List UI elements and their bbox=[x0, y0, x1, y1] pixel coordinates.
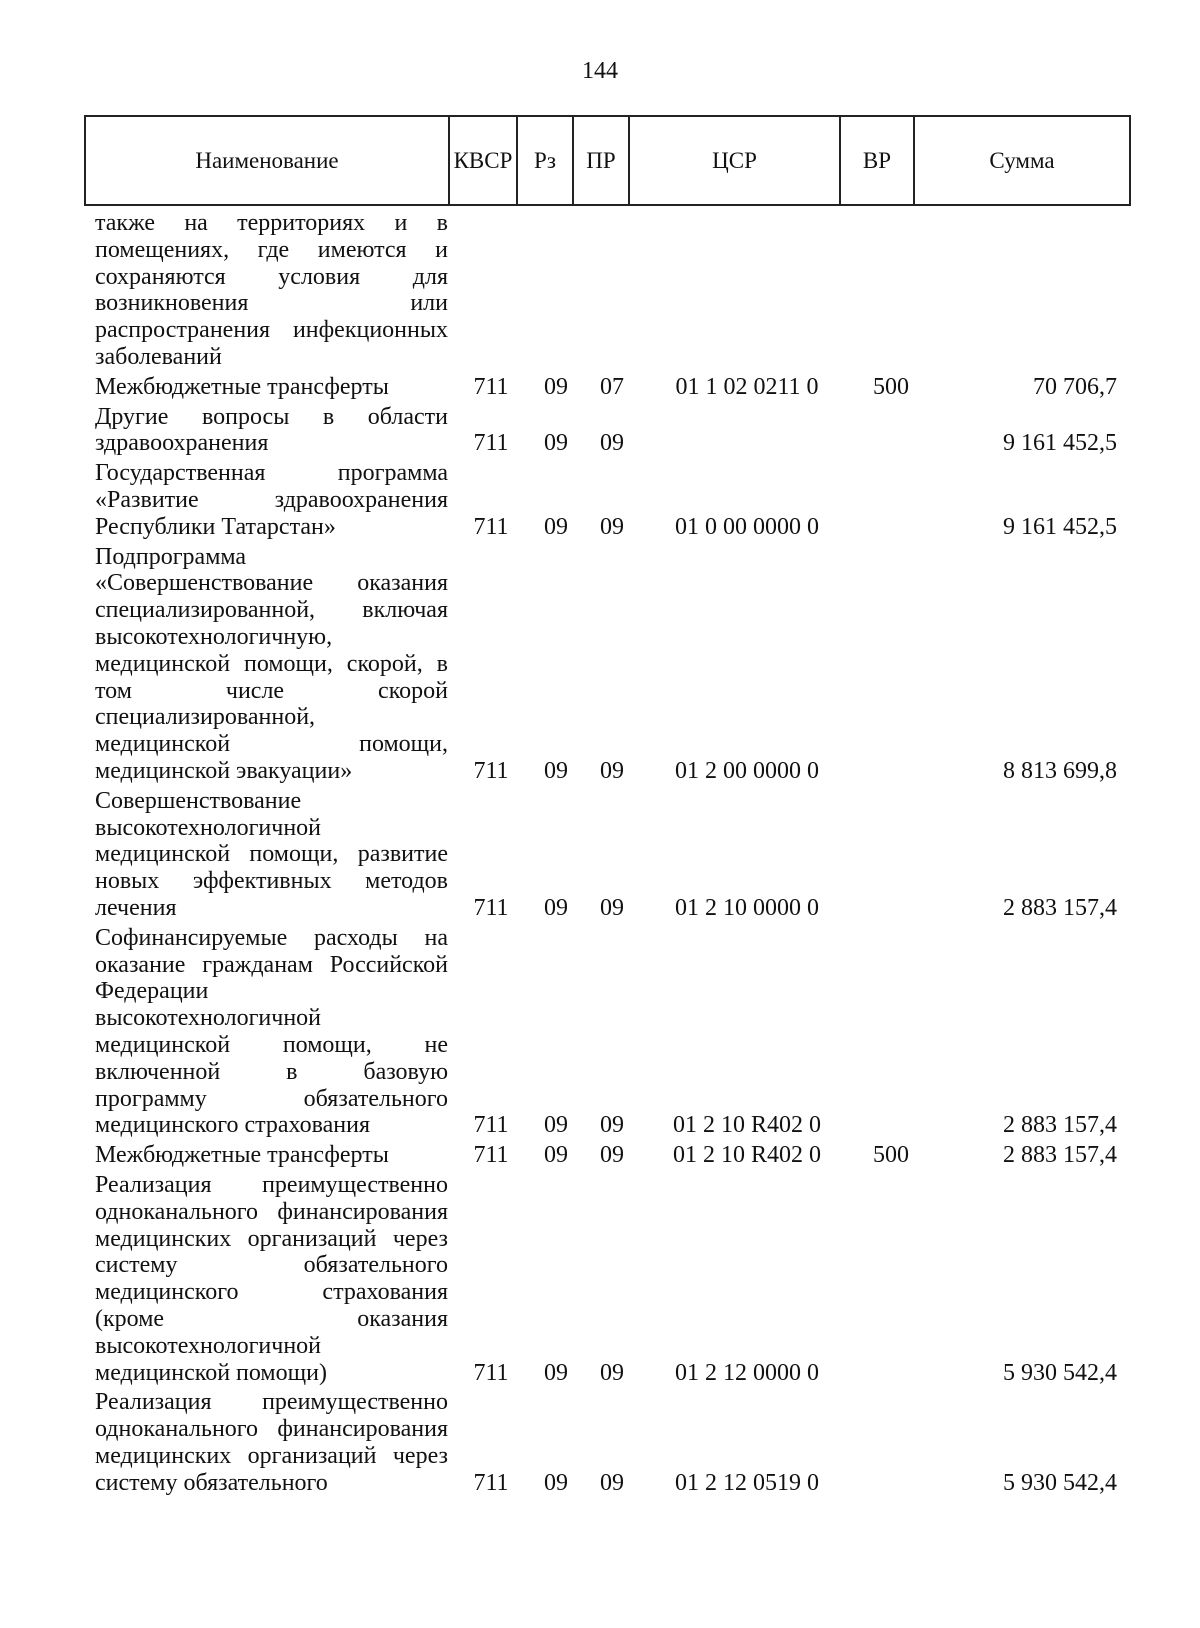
row-pr: 09 bbox=[600, 1112, 624, 1139]
row-sum: 5 930 542,4 bbox=[1003, 1359, 1117, 1386]
row-name-line: включенной в базовую bbox=[95, 1058, 448, 1085]
row-name bbox=[95, 404, 448, 458]
row-name bbox=[95, 1172, 448, 1386]
row-name-line: Реализация преимущественно bbox=[95, 1172, 448, 1198]
row-name-line: систему обязательного bbox=[95, 1252, 448, 1279]
column-header-name: Наименование bbox=[86, 117, 450, 204]
row-name-line: возникновения или bbox=[95, 290, 448, 317]
row-kvsr: 711 bbox=[473, 894, 509, 921]
row-name-line: высокотехнологичную, bbox=[95, 623, 333, 650]
row-rz: 09 bbox=[544, 1359, 568, 1386]
row-csr: 01 1 02 0211 0 bbox=[675, 373, 819, 400]
row-name-line: специализированной, включая bbox=[95, 597, 448, 624]
row-rz: 09 bbox=[544, 430, 568, 457]
row-name-line: Федерации bbox=[95, 978, 209, 1005]
row-name-line: также на территориях и в bbox=[95, 210, 448, 236]
row-name-line: высокотехнологичной bbox=[95, 1332, 322, 1359]
row-kvsr: 711 bbox=[473, 757, 509, 784]
row-name-line: медицинской помощи, развитие bbox=[95, 841, 448, 868]
row-name-line: Межбюджетные трансферты bbox=[95, 1142, 389, 1169]
page-number: 144 bbox=[582, 58, 618, 84]
row-kvsr: 711 bbox=[473, 1469, 509, 1496]
row-pr: 09 bbox=[600, 430, 624, 457]
row-name-line: одноканального финансирования bbox=[95, 1198, 448, 1225]
row-pr: 07 bbox=[600, 373, 624, 400]
row-kvsr: 711 bbox=[473, 430, 509, 457]
row-name-line: «Совершенствование оказания bbox=[95, 570, 448, 597]
row-name-line: заболеваний bbox=[95, 343, 222, 370]
row-rz: 09 bbox=[544, 1142, 568, 1169]
table-header bbox=[84, 115, 1131, 206]
column-header-sum: Сумма bbox=[989, 147, 1055, 173]
row-name-line: медицинских организаций через bbox=[95, 1442, 448, 1469]
row-name-line: высокотехнологичной bbox=[95, 814, 322, 841]
row-name-line: здравоохранения bbox=[95, 430, 269, 457]
row-sum: 2 883 157,4 bbox=[1003, 1142, 1117, 1169]
row-name bbox=[95, 544, 448, 785]
row-name-line: систему обязательного bbox=[95, 1469, 328, 1496]
row-csr: 01 2 10 R402 0 bbox=[672, 1112, 821, 1139]
row-name bbox=[95, 210, 448, 371]
row-sum: 5 930 542,4 bbox=[1003, 1469, 1117, 1496]
row-rz: 09 bbox=[544, 513, 568, 540]
row-kvsr: 711 bbox=[473, 1359, 509, 1386]
row-name-line: высокотехнологичной bbox=[95, 1005, 322, 1032]
row-name-line: том числе скорой bbox=[95, 677, 448, 704]
row-sum: 9 161 452,5 bbox=[1003, 430, 1117, 457]
row-rz: 09 bbox=[544, 757, 568, 784]
column-header-vr: ВР bbox=[841, 117, 915, 204]
row-name-line: Другие вопросы в области bbox=[95, 403, 448, 430]
row-name-line: одноканального финансирования bbox=[95, 1416, 448, 1443]
row-sum: 9 161 452,5 bbox=[1003, 513, 1117, 540]
row-csr: 01 2 00 0000 0 bbox=[675, 757, 819, 784]
column-header-kvsr: КВСР bbox=[450, 117, 518, 204]
row-pr: 09 bbox=[600, 1469, 624, 1496]
row-name-line: Государственная программа bbox=[95, 460, 448, 487]
row-pr: 09 bbox=[600, 1142, 624, 1169]
row-rz: 09 bbox=[544, 894, 568, 921]
row-csr: 01 2 12 0519 0 bbox=[675, 1469, 819, 1496]
row-name-line: Межбюджетные трансферты bbox=[95, 373, 389, 400]
row-rz: 09 bbox=[544, 1112, 568, 1139]
row-sum: 2 883 157,4 bbox=[1003, 1112, 1117, 1139]
row-kvsr: 711 bbox=[473, 1112, 509, 1139]
row-name-line: медицинской помощи, скорой, в bbox=[95, 650, 448, 677]
row-name-line: медицинских организаций через bbox=[95, 1225, 448, 1252]
row-name-line: сохраняются условия для bbox=[95, 263, 448, 290]
row-name-line: помещениях, где имеются и bbox=[95, 236, 448, 263]
row-name-line: медицинской помощи) bbox=[95, 1359, 327, 1386]
row-name-line: медицинского страхования bbox=[95, 1112, 371, 1139]
row-name bbox=[95, 1142, 448, 1169]
row-name-line: «Развитие здравоохранения bbox=[95, 486, 448, 513]
row-pr: 09 bbox=[600, 894, 624, 921]
row-name-line: Совершенствование bbox=[95, 787, 302, 814]
row-name-line: Софинансируемые расходы на bbox=[95, 924, 448, 951]
row-name bbox=[95, 374, 448, 401]
row-csr: 01 2 12 0000 0 bbox=[675, 1359, 819, 1386]
column-header-rz: Рз bbox=[518, 117, 574, 204]
row-name-line: программу обязательного bbox=[95, 1085, 448, 1112]
row-sum: 70 706,7 bbox=[1033, 373, 1117, 400]
row-name bbox=[95, 460, 448, 540]
row-name-line: медицинской помощи, не bbox=[95, 1031, 448, 1058]
row-pr: 09 bbox=[600, 1359, 624, 1386]
row-name bbox=[95, 1389, 448, 1496]
row-name bbox=[95, 925, 448, 1139]
row-sum: 2 883 157,4 bbox=[1003, 894, 1117, 921]
row-name-line: медицинской помощи, bbox=[95, 731, 448, 758]
row-name-line: медицинской эвакуации» bbox=[95, 757, 353, 784]
row-name-line: оказание гражданам Российской bbox=[95, 951, 448, 978]
row-vr: 500 bbox=[873, 373, 909, 400]
row-name-line: специализированной, bbox=[95, 704, 316, 731]
row-name-line: новых эффективных методов bbox=[95, 868, 448, 895]
row-csr: 01 0 00 0000 0 bbox=[675, 513, 819, 540]
row-name-line: Республики Татарстан» bbox=[95, 513, 336, 540]
row-rz: 09 bbox=[544, 373, 568, 400]
column-header-csr: ЦСР bbox=[630, 117, 841, 204]
row-name-line: распространения инфекционных bbox=[95, 317, 448, 344]
row-rz: 09 bbox=[544, 1469, 568, 1496]
row-kvsr: 711 bbox=[473, 513, 509, 540]
row-pr: 09 bbox=[600, 757, 624, 784]
row-name-line: Реализация преимущественно bbox=[95, 1389, 448, 1416]
row-kvsr: 711 bbox=[473, 373, 509, 400]
row-name-line: Подпрограмма bbox=[95, 543, 247, 570]
row-csr: 01 2 10 R402 0 bbox=[672, 1142, 821, 1169]
row-name-line: лечения bbox=[95, 894, 177, 921]
row-name bbox=[95, 788, 448, 922]
column-header-pr: ПР bbox=[574, 117, 630, 204]
row-sum: 8 813 699,8 bbox=[1003, 757, 1117, 784]
row-kvsr: 711 bbox=[473, 1142, 509, 1169]
row-pr: 09 bbox=[600, 513, 624, 540]
row-name-line: медицинского страхования bbox=[95, 1279, 448, 1306]
row-name-line: (кроме оказания bbox=[95, 1305, 448, 1332]
row-vr: 500 bbox=[873, 1142, 909, 1169]
row-csr: 01 2 10 0000 0 bbox=[675, 894, 819, 921]
